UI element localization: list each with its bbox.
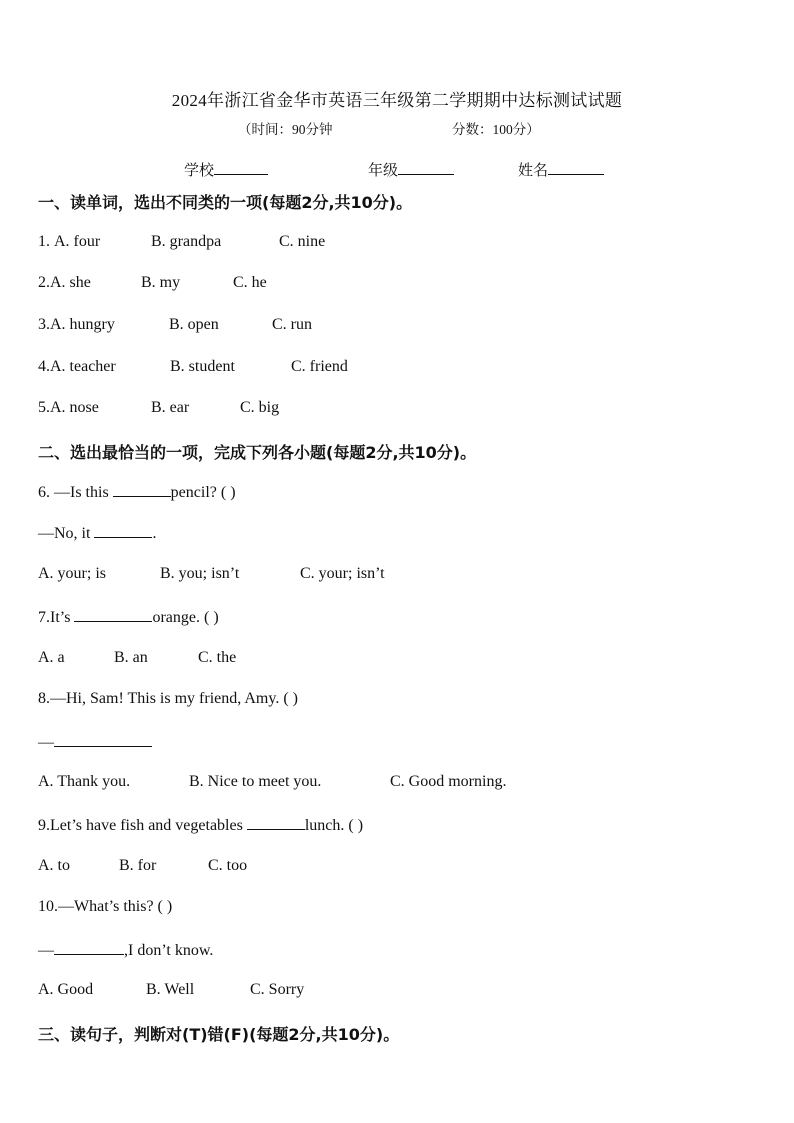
school-blank[interactable] <box>214 160 268 175</box>
answer-blank[interactable] <box>113 482 171 497</box>
question-3 <box>38 316 312 334</box>
exam-meta <box>238 118 540 138</box>
option-a[interactable]: A. nose <box>50 399 99 416</box>
reply-text: — <box>38 942 54 959</box>
grade-field <box>368 159 518 180</box>
school-field <box>184 159 368 180</box>
option-c[interactable]: C. nine <box>279 233 326 250</box>
question-8-reply <box>38 732 152 752</box>
option-b[interactable]: B. you; isn’t <box>160 565 240 582</box>
option-a[interactable]: A. hungry <box>50 316 115 333</box>
section-1-heading: 一、读单词，选出不同类的一项(每题2分,共10分)。 <box>38 193 413 212</box>
question-8-stem: 8.—Hi, Sam! This is my friend, Amy. ( ) <box>38 690 298 707</box>
question-6-reply <box>38 523 156 543</box>
option-b[interactable]: B. Well <box>146 981 195 998</box>
option-c[interactable]: C. the <box>198 649 237 666</box>
reply-text: ,I don’t know. <box>124 942 214 959</box>
question-number: 2. <box>38 274 50 291</box>
question-6-stem <box>38 482 236 502</box>
reply-text: —No, it <box>38 525 95 542</box>
question-2 <box>38 274 267 292</box>
question-10-stem: 10.—What’s this? ( ) <box>38 898 173 915</box>
answer-blank[interactable] <box>74 607 152 622</box>
question-1 <box>38 233 325 251</box>
name-label: 姓名 <box>518 163 549 179</box>
question-10-reply <box>38 940 213 960</box>
option-b[interactable]: B. my <box>141 274 181 291</box>
question-9-options <box>38 857 247 875</box>
option-a[interactable]: A. to <box>38 857 70 874</box>
question-text: lunch. ( ) <box>304 817 364 834</box>
option-c[interactable]: C. too <box>208 857 248 874</box>
question-number: 5. <box>38 399 50 416</box>
answer-blank[interactable] <box>54 940 124 955</box>
question-number: 4. <box>38 358 50 375</box>
option-c[interactable]: C. Good morning. <box>390 773 507 790</box>
question-text: 9.Let’s have fish and vegetables <box>38 817 247 834</box>
name-blank[interactable] <box>548 160 604 175</box>
school-label: 学校 <box>184 163 215 179</box>
question-8-options <box>38 773 506 791</box>
question-4 <box>38 358 348 376</box>
option-b[interactable]: B. student <box>170 358 235 375</box>
exam-score: 分数：100分） <box>452 122 540 137</box>
question-text: 7.It’s <box>38 609 75 626</box>
section-3-heading: 三、读句子，判断对(T)错(F)(每题2分,共10分)。 <box>38 1025 400 1044</box>
question-6-options <box>38 565 385 583</box>
option-c[interactable]: C. friend <box>291 358 348 375</box>
reply-text: — <box>38 734 54 751</box>
option-c[interactable]: C. he <box>233 274 267 291</box>
question-7-stem <box>38 607 219 627</box>
student-info <box>184 159 604 180</box>
exam-time: （时间：90分钟 <box>238 122 333 137</box>
question-number: 1. <box>38 233 54 250</box>
option-c[interactable]: C. Sorry <box>250 981 305 998</box>
option-a[interactable]: A. Thank you. <box>38 773 131 790</box>
question-7-options <box>38 649 236 667</box>
option-b[interactable]: B. Nice to meet you. <box>189 773 322 790</box>
option-a[interactable]: A. teacher <box>50 358 116 375</box>
option-a[interactable]: A. your; is <box>38 565 106 582</box>
question-number: 3. <box>38 316 50 333</box>
option-a[interactable]: A. Good <box>38 981 94 998</box>
question-9-stem <box>38 815 363 835</box>
option-a[interactable]: A. she <box>50 274 91 291</box>
option-b[interactable]: B. open <box>169 316 219 333</box>
exam-title: 2024年浙江省金华市英语三年级第二学期期中达标测试试题 <box>171 91 623 110</box>
question-5 <box>38 399 279 417</box>
question-10-options <box>38 981 304 999</box>
question-text: orange. ( ) <box>152 609 219 626</box>
option-b[interactable]: B. ear <box>151 399 190 416</box>
section-2-heading: 二、选出最恰当的一项，完成下列各小题(每题2分,共10分)。 <box>38 443 477 462</box>
answer-blank[interactable] <box>54 732 152 747</box>
name-field <box>518 159 604 180</box>
option-c[interactable]: C. your; isn’t <box>300 565 385 582</box>
option-a[interactable]: A. four <box>54 233 101 250</box>
grade-label: 年级 <box>368 163 399 179</box>
option-b[interactable]: B. for <box>119 857 157 874</box>
question-text: pencil? ( ) <box>170 484 236 501</box>
answer-blank[interactable] <box>247 815 305 830</box>
answer-blank[interactable] <box>94 523 152 538</box>
grade-blank[interactable] <box>398 160 454 175</box>
option-c[interactable]: C. big <box>240 399 280 416</box>
option-c[interactable]: C. run <box>272 316 312 333</box>
option-b[interactable]: B. an <box>114 649 148 666</box>
option-b[interactable]: B. grandpa <box>151 233 222 250</box>
option-a[interactable]: A. a <box>38 649 65 666</box>
reply-text: . <box>152 525 157 542</box>
question-text: 6. —Is this <box>38 484 113 501</box>
